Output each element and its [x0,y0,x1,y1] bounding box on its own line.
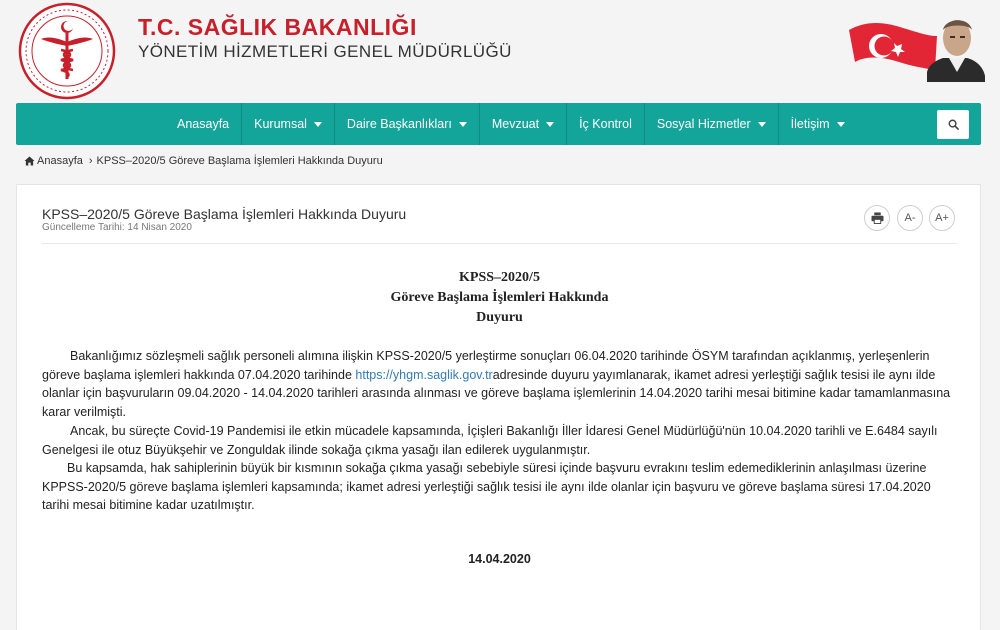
org-title: T.C. SAĞLIK BAKANLIĞI [138,14,417,40]
increase-font-button[interactable]: A+ [929,205,955,231]
site-header [0,0,1000,100]
nav-item-label: Mevzuat [491,117,540,131]
search-icon [948,119,959,130]
article-card [16,184,981,630]
article-updated [42,222,192,233]
document-heading-line-2: Göreve Başlama İşlemleri Hakkında [390,290,609,305]
breadcrumb-home-link[interactable]: Anasayfa [37,155,83,167]
caret-down-icon [459,122,467,127]
main-navigation [16,103,981,145]
caret-down-icon [758,122,766,127]
flag-portrait-image [845,6,985,82]
nav-item-mevzuat[interactable] [479,103,566,145]
nav-item-kurumsal[interactable] [241,103,334,145]
nav-item-anasayfa[interactable] [165,103,241,145]
nav-item-label: Anasayfa [177,117,230,131]
nav-item-label: Daire Başkanlıkları [346,117,452,131]
document-heading-line-1: KPSS–2020/5 [459,270,540,285]
breadcrumb-separator-icon: › [88,155,93,167]
nav-item-label: Kurumsal [254,117,307,131]
paragraph-1-text: Bakanlığımız sözleşmeli sağlık personeli alımına ilişkin KPSS-2020/5 yerleştirme sonuçları 06.04.2020 tarihinde ÖSYM tarafından açıklanmış, yerleşenlerin göreve başlama işlemleri hakkında 07.04.2020 tarihinde [42,349,930,382]
nav-menu [165,103,857,145]
breadcrumb [24,154,383,168]
org-subtitle: YÖNETİM HİZMETLERİ GENEL MÜDÜRLÜĞÜ [138,42,512,61]
updated-date: 14 Nisan 2020 [127,222,192,233]
site-link[interactable]: https://yhgm.saglik.gov.tr [355,367,493,382]
caret-down-icon [314,122,322,127]
caret-down-icon [546,122,554,127]
nav-item-daire-baskanliklari[interactable] [334,103,479,145]
print-icon [871,212,884,224]
nav-item-sosyal-hizmetler[interactable] [644,103,778,145]
nav-item-label: İç Kontrol [579,117,632,131]
search-button[interactable] [937,110,969,139]
ministry-logo[interactable] [17,2,117,100]
nav-item-iletisim[interactable] [778,103,857,145]
organization-name[interactable] [138,14,512,63]
decrease-font-button[interactable]: A- [897,205,923,231]
print-button[interactable] [864,205,890,231]
breadcrumb-current: KPSS–2020/5 Göreve Başlama İşlemleri Hakkında Duyuru [96,155,383,167]
title-divider [42,243,957,244]
paragraph-1-text-continued: adresinde duyuru yayımlanarak, ikamet adresi yerleştiği sağlık tesisi ile aynı ilde olanlar için başvuruların 09.04.2020 - 14.04.2020 tarihleri arasında alınması ve göreve başlama işlemlerinin 14.04.2020 tarihi mesai bitimine kadar tamamlanmasına karar verilmişti. [42,367,951,419]
paragraph-3: Bu kapsamda, hak sahiplerinin büyük bir kısmının sokağa çıkma yasağı sebebiyle süresi içinde başvuru evrakını teslim edemediklerinin anlaşılması üzerine KPPSS-2020/5 göreve başlama işlemleri kapsamında; ikamet adresi yerleştiği sağlık tesisi ile aynı ilde olanlar için başvuru ve göreve başlama süresi 17.04.2020 tarihi mesai bitimine kadar uzatılmıştır. [42,461,931,513]
nav-item-ic-kontrol[interactable] [566,103,644,145]
nav-item-label: Sosyal Hizmetler [656,117,751,131]
article-title: KPSS–2020/5 Göreve Başlama İşlemleri Hakkında Duyuru [42,206,407,222]
document-date: 14.04.2020 [468,552,531,566]
updated-label: Güncelleme Tarihi: [42,222,125,233]
paragraph-2: Ancak, bu süreçte Covid-19 Pandemisi ile etkin mücadele kapsamında, İçişleri Bakanlığı İller İdaresi Genel Müdürlüğü'nün 10.04.2020 tarihli ve E.6484 sayılı Genelgesi ile otuz Büyükşehir ve Zonguldak ilinde sokağa çıkma yasağı ilan edilerek uygulanmıştır. [42,424,938,457]
document-heading-line-3: Duyuru [476,310,523,325]
paragraph-1 [42,347,957,421]
home-icon[interactable] [24,156,35,166]
caret-down-icon [837,122,845,127]
nav-item-label: İletişim [790,117,830,131]
